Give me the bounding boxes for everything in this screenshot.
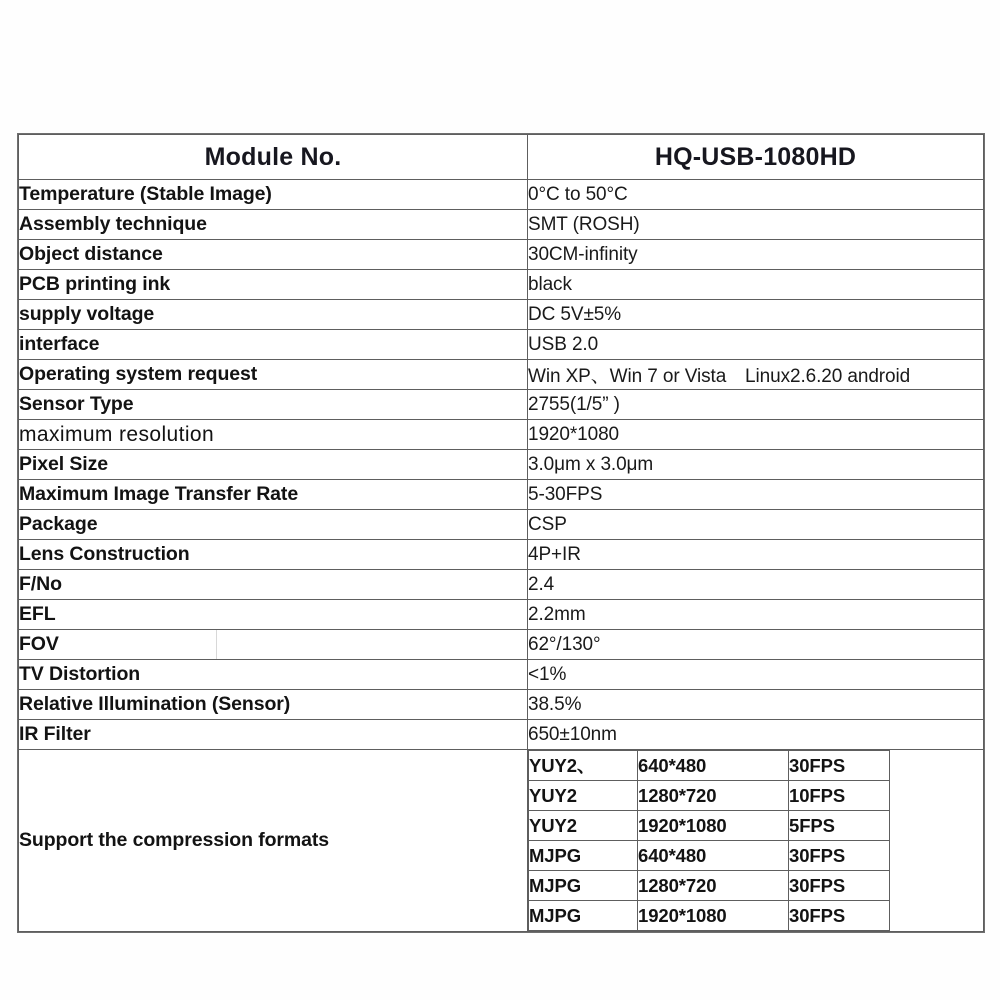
- row-value: 2755(1/5” ): [528, 390, 984, 420]
- row-label: Assembly technique: [19, 210, 528, 240]
- row-label: TV Distortion: [19, 660, 528, 690]
- row-value: CSP: [528, 510, 984, 540]
- table-row: [19, 240, 984, 270]
- table-row: [19, 540, 984, 570]
- row-label: IR Filter: [19, 720, 528, 750]
- compression-format-resolution: 1920*1080: [638, 811, 789, 841]
- row-value: 62°/130°: [528, 630, 984, 660]
- row-value: 4P+IR: [528, 540, 984, 570]
- table-row: [19, 720, 984, 750]
- table-header: [19, 135, 984, 180]
- row-value: 650±10nm: [528, 720, 984, 750]
- table-row: [19, 570, 984, 600]
- compression-format-entry: [529, 871, 890, 901]
- table-row: [19, 480, 984, 510]
- row-label: Package: [19, 510, 528, 540]
- row-label-compression-formats: Support the compression formats: [19, 750, 528, 932]
- compression-format-codec: MJPG: [529, 841, 638, 871]
- compression-format-resolution: 1280*720: [638, 871, 789, 901]
- row-value: 5-30FPS: [528, 480, 984, 510]
- row-label: PCB printing ink: [19, 270, 528, 300]
- row-label: Sensor Type: [19, 390, 528, 420]
- row-label: interface: [19, 330, 528, 360]
- row-label: supply voltage: [19, 300, 528, 330]
- table-row: [19, 330, 984, 360]
- compression-format-entry: [529, 811, 890, 841]
- table-row: [19, 600, 984, 630]
- row-value: DC 5V±5%: [528, 300, 984, 330]
- compression-format-codec: YUY2: [529, 811, 638, 841]
- row-value: black: [528, 270, 984, 300]
- row-value: 0°C to 50°C: [528, 180, 984, 210]
- row-label: Operating system request: [19, 360, 528, 390]
- row-value: 30CM-infinity: [528, 240, 984, 270]
- row-label: Pixel Size: [19, 450, 528, 480]
- table-row: [19, 660, 984, 690]
- row-label: maximum resolution: [19, 420, 528, 450]
- row-label: F/No: [19, 570, 528, 600]
- row-value: USB 2.0: [528, 330, 984, 360]
- compression-format-entry: [529, 781, 890, 811]
- compression-format-framerate: 30FPS: [789, 901, 890, 931]
- table-row: [19, 510, 984, 540]
- row-value: 2.4: [528, 570, 984, 600]
- row-label: Maximum Image Transfer Rate: [19, 480, 528, 510]
- table-row: [19, 390, 984, 420]
- specification-table: [18, 134, 984, 932]
- compression-format-entry: [529, 841, 890, 871]
- table-row: [19, 360, 984, 390]
- compression-format-codec: YUY2、: [529, 751, 638, 781]
- row-label: Temperature (Stable Image): [19, 180, 528, 210]
- row-label: Object distance: [19, 240, 528, 270]
- table-row: [19, 210, 984, 240]
- table-row: [19, 270, 984, 300]
- compression-format-resolution: 1280*720: [638, 781, 789, 811]
- table-row: [19, 690, 984, 720]
- table-row: [19, 420, 984, 450]
- compression-formats-list: [528, 750, 890, 931]
- compression-format-entry: [529, 901, 890, 931]
- compression-format-framerate: 30FPS: [789, 751, 890, 781]
- row-value: 38.5%: [528, 690, 984, 720]
- row-value: 2.2mm: [528, 600, 984, 630]
- compression-format-resolution: 640*480: [638, 841, 789, 871]
- row-value: Win XP、Win 7 or Vista Linux2.6.20 android: [528, 360, 984, 390]
- compression-format-framerate: 30FPS: [789, 841, 890, 871]
- row-value-compression-formats: [528, 750, 984, 932]
- row-value: SMT (ROSH): [528, 210, 984, 240]
- row-value: 3.0μm x 3.0μm: [528, 450, 984, 480]
- row-label: EFL: [19, 600, 528, 630]
- compression-format-codec: YUY2: [529, 781, 638, 811]
- compression-format-codec: MJPG: [529, 901, 638, 931]
- header-label-model: HQ-USB-1080HD: [654, 143, 857, 171]
- header-cell-model: [528, 135, 984, 180]
- compression-format-entry: [529, 751, 890, 781]
- compression-format-framerate: 30FPS: [789, 871, 890, 901]
- row-value: <1%: [528, 660, 984, 690]
- row-label: FOV: [19, 630, 528, 660]
- compression-format-framerate: 10FPS: [789, 781, 890, 811]
- table-row: [19, 450, 984, 480]
- compression-format-resolution: 640*480: [638, 751, 789, 781]
- header-cell-module-no: [19, 135, 528, 180]
- table-row-compression-formats: [19, 750, 984, 932]
- header-row: [19, 135, 984, 180]
- table-body: [19, 180, 984, 932]
- row-label: Relative Illumination (Sensor): [19, 690, 528, 720]
- table-row: [19, 300, 984, 330]
- row-value: 1920*1080: [528, 420, 984, 450]
- table-row: [19, 180, 984, 210]
- compression-format-resolution: 1920*1080: [638, 901, 789, 931]
- compression-format-framerate: 5FPS: [789, 811, 890, 841]
- table-row: [19, 630, 984, 660]
- compression-format-codec: MJPG: [529, 871, 638, 901]
- row-label: Lens Construction: [19, 540, 528, 570]
- header-label-module-no: Module No.: [204, 143, 342, 171]
